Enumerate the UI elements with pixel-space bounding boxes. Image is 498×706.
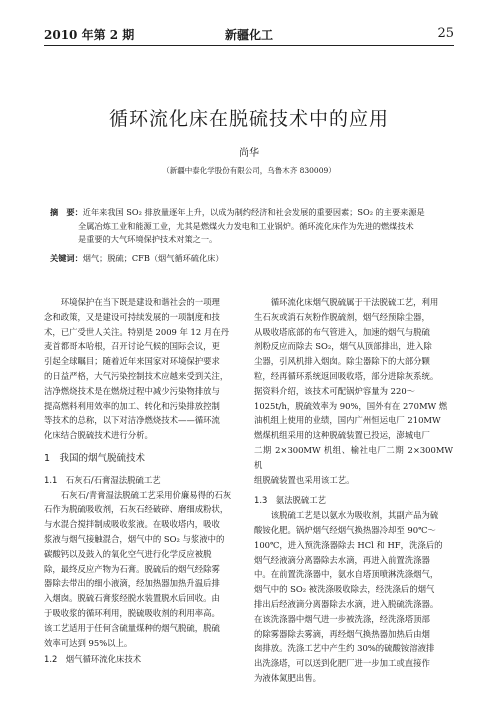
- text-line: 1025t/h，脱硫效率为 90%，国外有在 270MW 燃: [254, 400, 448, 411]
- running-header: [44, 26, 454, 44]
- text-line: 酸铵化肥。锅炉烟气经烟气换热器冷却至 90℃～: [254, 524, 436, 535]
- text-line: 出洗涤塔，可以送到化肥厂进一步加工或直接作: [254, 658, 430, 669]
- text-line: 洁净燃烧技术是在燃烧过程中减少污染物排放与: [44, 385, 220, 396]
- section-1-1-paragraph: [44, 488, 243, 651]
- text-line: 中。在前置洗涤器中，氨水自塔顶喷淋洗涤烟气，: [254, 569, 439, 580]
- text-line: 等技术的总称，以下对洁净燃烧技术——循环流: [44, 415, 220, 426]
- text-line: 与水混合搅拌制成吸收浆液。在吸收塔内，吸收: [44, 519, 220, 530]
- abstract: [50, 206, 454, 247]
- text-line: 在该洗涤器中烟气进一步被洗涤，经洗涤塔顶部: [254, 613, 430, 624]
- text-line: 燃煤机组采用的这种脱硫装置已投运，澎城电厂: [254, 430, 430, 441]
- issue-label: 2010 年第 2 期: [44, 28, 135, 42]
- text-line: 麦首都哥本哈根，召开讨论气候的国际会议，更: [44, 341, 220, 352]
- text-line: 的日益严格，大气污染控制技术应越来受到关注，: [44, 370, 229, 381]
- text-line: 尘器，引风机排入烟囱。除尘器除下的大部分颗: [254, 356, 430, 367]
- text-line: 100℃，进入预洗涤器除去 HCl 和 HF，洗涤后的: [254, 539, 443, 550]
- text-line: 排出后经液滴分离器除去水滴，进入脱硫洗涤器。: [254, 598, 439, 609]
- section-1-3-paragraph: [254, 508, 453, 686]
- header-rule: [44, 45, 454, 46]
- text-line: 粒，经再循环系统返回吸收塔，部分进除灰系统。: [254, 370, 439, 381]
- subsection-heading: 1.2 烟气循环流化床技术: [44, 654, 142, 665]
- text-line: 生石灰或消石灰粉作脱硫剂，烟气经预除尘器，: [254, 311, 430, 322]
- text-line: 碳酸钙以及鼓入的氧化空气进行化学反应被脱: [44, 548, 212, 559]
- text-line: 该工艺适用于任何含硫量煤种的烟气脱硫，脱硫: [44, 622, 220, 633]
- left-column: [44, 295, 243, 667]
- text-line: 效率可达到 95%以上。: [44, 637, 133, 648]
- text-line: 该脱硫工艺是以氨水为吸收剂，其副产品为硫: [270, 510, 439, 521]
- section-1-2-paragraph: [254, 295, 453, 487]
- text-line: 提高燃料利用效率的加工、转化和污染排放控制: [44, 400, 220, 411]
- keywords: [50, 252, 454, 266]
- journal-name: 新疆化工: [224, 28, 273, 42]
- text-line: 石作为脱硫吸收剂，石灰石经破碎、磨细成粉状，: [44, 504, 229, 515]
- text-line: 于吸收浆的循环利用，脱硫吸收剂的利用率高。: [44, 607, 220, 618]
- abstract-line: 是重要的大气环境保护技术对策之一。: [78, 234, 218, 244]
- text-line: 二期 2×300MW 机组、榆社电厂二期 2×300MW 机: [254, 444, 453, 470]
- section-heading: 1 我国的烟气脱硫技术: [44, 452, 146, 464]
- text-line: 念和政策，又是建设可持续发展的一项制度和技: [44, 311, 220, 322]
- text-line: 环境保护在当下既是建设和谐社会的一项理: [60, 297, 220, 307]
- right-column: [254, 295, 453, 686]
- page-number: 25: [437, 26, 454, 41]
- text-line: 化床结合脱硫技术进行分析。: [44, 430, 153, 441]
- text-line: 的除雾器除去雾滴，再经烟气换热器加热后由烟: [254, 628, 430, 639]
- abstract-line: 近年来我国 SO₂ 排放量逐年上升，以成为制约经济和社会发展的重要因素；SO₂ 的主要来源是: [82, 207, 425, 217]
- text-line: 烟气中的 SO₂ 被洗涤吸收除去，经洗涤后的烟气: [254, 584, 435, 595]
- text-line: 引起全球瞩目；随着近年来国家对环境保护要求: [44, 356, 220, 367]
- article-author: 尚华: [239, 148, 259, 159]
- text-line: 为液体氮肥出售。: [254, 672, 321, 683]
- text-line: 除，最终反应产物为石膏。脱硫后的烟气经除雾: [44, 563, 220, 574]
- text-line: 浆液与烟气接触混合，烟气中的 SO₂ 与浆液中的: [44, 533, 225, 544]
- keywords-label: 关键词：: [50, 253, 83, 263]
- abstract-label: 摘 要：: [50, 207, 83, 217]
- text-line: 据资料介绍，该技术可配锅炉容量为 220～: [254, 385, 416, 396]
- text-line: 囱排放。洗涤工艺中产生约 30%的硫酸铵溶液排: [254, 643, 435, 654]
- abstract-line: 全属冶炼工业和能源工业，尤其是燃煤火力发电和工业锅炉。循环流化床作为先进的燃煤技术: [78, 220, 414, 231]
- keywords-text: 烟气；脱硫；CFB（烟气循环硫化床）: [82, 253, 224, 263]
- text-line: 石灰石/青膏湿法脱硫工艺采用价廉易得的石灰: [60, 489, 232, 500]
- text-line: 术，已广受世人关注。特别是 2009 年 12 月在丹: [44, 326, 229, 337]
- text-line: 烟气经液滴分离器除去水滴，再进入前置洗涤器: [254, 554, 430, 565]
- text-line: 循环流化床烟气脱硫属于干法脱硫工艺，利用: [270, 297, 439, 307]
- text-line: 油机组上使用的业绩，国内广州恒运电厂 210MW: [254, 415, 441, 426]
- text-line: 组脱硫装置也采用该工艺。: [254, 474, 355, 485]
- text-line: 入烟囱。脱硫石膏浆经脱水装置脱水后回收。由: [44, 593, 220, 604]
- intro-paragraph: [44, 295, 243, 443]
- article-title: 循环流化床在脱硫技术中的应用: [108, 108, 389, 130]
- text-line: 从吸收塔底部的布气管进入，加速的烟气与脱硫: [254, 326, 430, 337]
- author-affiliation: （新疆中泰化学股份有限公司，乌鲁木齐 830009）: [162, 166, 336, 175]
- subsection-heading: 1.3 氨法脱硫工艺: [254, 495, 326, 506]
- text-line: 剂粉反应而除去 SO₂，烟气从顶部排出，进入除: [254, 341, 432, 352]
- subsection-heading: 1.1 石灰石/石膏湿法脱硫工艺: [44, 474, 161, 485]
- text-line: 器除去带出的细小液滴，经加热器加热升温后排: [44, 578, 220, 589]
